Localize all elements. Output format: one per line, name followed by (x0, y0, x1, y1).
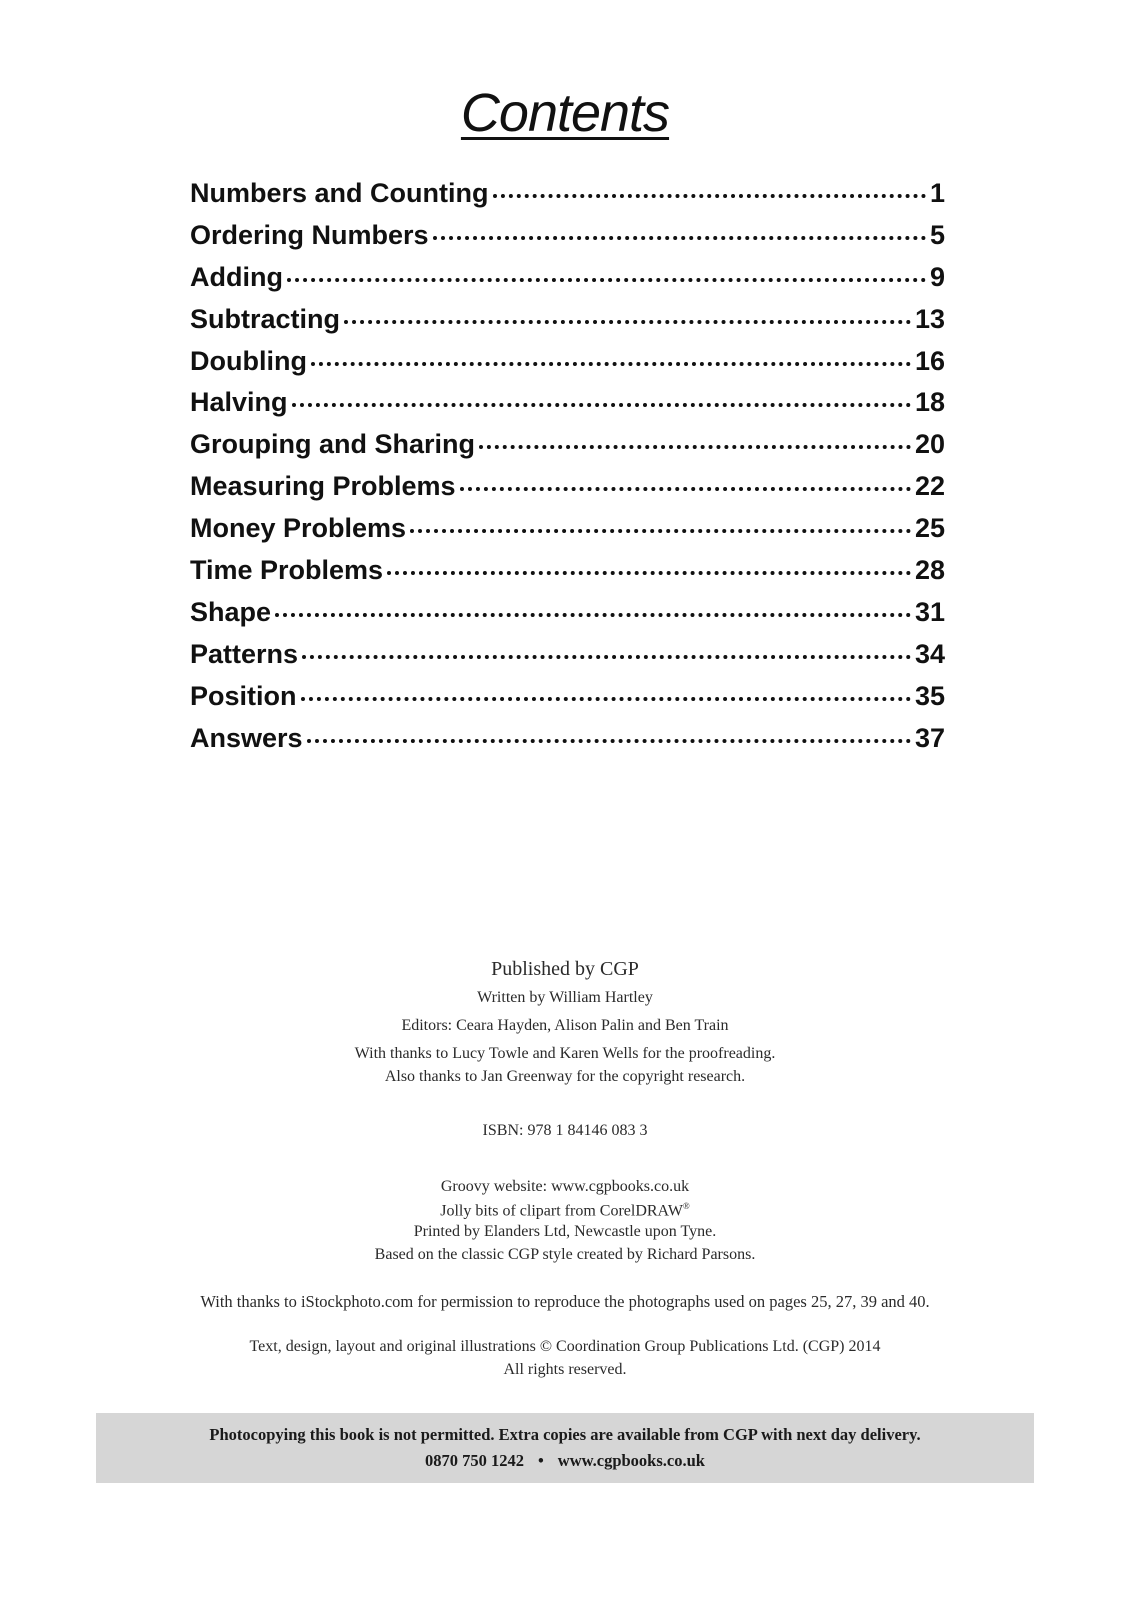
toc-entry (190, 555, 945, 597)
toc-dot-leader (387, 571, 911, 575)
toc-entry-title: Subtracting (190, 303, 341, 334)
photocopy-notice-box (96, 1413, 1034, 1483)
photocopy-notice: Photocopying this book is not permitted. Extra copies are available from CGP with next day delivery. (209, 1425, 921, 1444)
toc-dot-leader (287, 278, 926, 282)
clipart-line (0, 1201, 1130, 1220)
toc-dot-leader (275, 613, 911, 617)
toc-entry-page: 5 (929, 219, 945, 250)
toc-dot-leader (292, 403, 911, 407)
toc-entry-page: 25 (914, 513, 945, 544)
toc-entry-title: Ordering Numbers (190, 219, 429, 250)
toc-entry-title: Answers (190, 722, 303, 753)
toc-entry-page: 22 (914, 471, 945, 502)
toc-entry-title: Halving (190, 387, 288, 418)
toc-entry (190, 471, 945, 513)
toc-entry-page: 31 (914, 596, 945, 627)
toc-entry (190, 304, 945, 346)
toc-entry (190, 220, 945, 262)
toc-entry-page: 1 (929, 178, 945, 208)
toc-entry (190, 262, 945, 304)
proofreading-thanks-line: With thanks to Lucy Towle and Karen Wells for the proofreading. (354, 1045, 776, 1062)
toc-entry-title: Grouping and Sharing (190, 429, 475, 460)
toc-entry-title: Adding (190, 261, 283, 292)
toc-dot-leader (493, 194, 926, 198)
clipart-text: Jolly bits of clipart from CorelDRAW (440, 1202, 683, 1220)
editors-line: Editors: Ceara Hayden, Alison Palin and Ben Train (401, 1017, 729, 1034)
author-line: Written by William Hartley (477, 989, 653, 1006)
toc-entry (190, 681, 945, 723)
toc-entry (190, 429, 945, 471)
website-url: www.cgpbooks.co.uk (557, 1451, 705, 1470)
toc-entry-title: Doubling (190, 345, 307, 376)
photo-credit-line: With thanks to iStockphoto.com for permission to reproduce the photographs used on pages 25, 27, 39 and 40. (200, 1292, 930, 1311)
toc-entry (190, 178, 945, 220)
toc-entry (190, 597, 945, 639)
toc-entry-page: 28 (914, 555, 945, 586)
style-credit-line: Based on the classic CGP style created by Richard Parsons. (374, 1246, 756, 1263)
toc-entry (190, 513, 945, 555)
toc-dot-leader (307, 739, 911, 743)
table-of-contents (190, 178, 945, 764)
toc-entry-page: 13 (914, 303, 945, 334)
toc-entry-title: Shape (190, 596, 272, 627)
toc-dot-leader (479, 445, 911, 449)
toc-entry-page: 37 (914, 722, 945, 753)
toc-dot-leader (410, 529, 911, 533)
contact-line (96, 1451, 1034, 1471)
toc-entry (190, 639, 945, 681)
toc-entry-title: Patterns (190, 638, 299, 669)
rights-line: All rights reserved. (503, 1361, 627, 1378)
toc-entry (190, 723, 945, 765)
toc-entry (190, 387, 945, 429)
copyright-line: Text, design, layout and original illustrations © Coordination Group Publications Ltd. (CGP) 2014 (249, 1338, 881, 1355)
toc-entry-page: 35 (914, 680, 945, 711)
toc-entry-title: Position (190, 680, 297, 711)
toc-entry-title: Time Problems (190, 555, 384, 586)
toc-entry-page: 9 (929, 261, 945, 292)
copyright-research-thanks-line: Also thanks to Jan Greenway for the copyright research. (384, 1068, 746, 1085)
toc-dot-leader (344, 320, 911, 324)
toc-entry-page: 16 (914, 345, 945, 376)
toc-entry-page: 18 (914, 387, 945, 418)
page-title: Contents (460, 83, 670, 143)
phone-number: 0870 750 1242 (425, 1451, 525, 1470)
toc-dot-leader (311, 362, 911, 366)
publisher-line: Published by CGP (491, 958, 639, 980)
toc-entry-page: 34 (914, 638, 945, 669)
website-line: Groovy website: www.cgpbooks.co.uk (440, 1178, 690, 1195)
toc-entry-title: Numbers and Counting (190, 178, 489, 208)
toc-entry (190, 346, 945, 388)
toc-entry-page: 20 (914, 429, 945, 460)
toc-entry-title: Money Problems (190, 513, 407, 544)
toc-dot-leader (302, 655, 911, 659)
toc-dot-leader (460, 487, 911, 491)
registered-mark: ® (682, 1201, 690, 1211)
bullet-separator: • (538, 1451, 544, 1470)
toc-dot-leader (433, 236, 926, 240)
printer-line: Printed by Elanders Ltd, Newcastle upon Tyne. (413, 1223, 717, 1240)
toc-dot-leader (301, 697, 911, 701)
isbn-line: ISBN: 978 1 84146 083 3 (482, 1122, 648, 1139)
toc-entry-title: Measuring Problems (190, 471, 456, 502)
